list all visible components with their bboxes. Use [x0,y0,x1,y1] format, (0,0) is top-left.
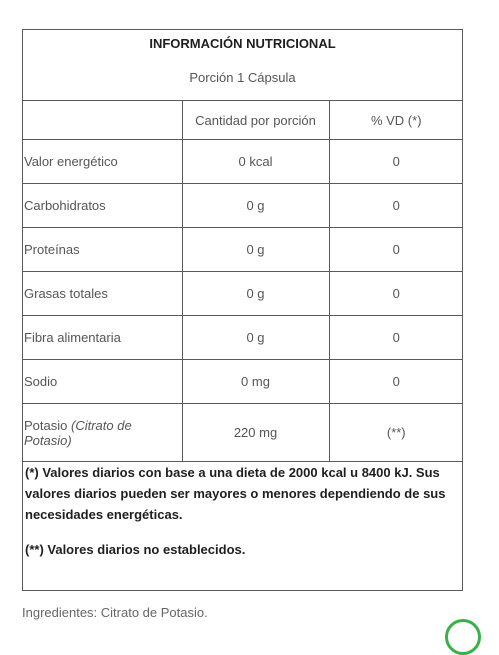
nutrient-vd: 0 [329,228,463,272]
table-row [22,404,463,462]
nutrient-amount: 0 g [182,184,329,228]
nutrient-vd: 0 [329,316,463,360]
footnote-daily-values: (*) Valores diarios con base a una dieta de 2000 kcal u 8400 kJ. Sus valores diarios pueden ser mayores o menores dependiendo de sus necesidades energéticas. [25,465,446,522]
header-nutrient [22,101,182,140]
table-row [22,140,463,184]
nutrition-table [22,100,463,462]
nutrient-amount: 0 g [182,228,329,272]
nutrition-facts-panel [22,29,463,591]
nutrient-amount: 0 g [182,272,329,316]
nutrient-vd: 0 [329,360,463,404]
nutrient-amount: 0 kcal [182,140,329,184]
nutrient-name: Valor energético [22,140,182,184]
nutrient-vd: 0 [329,140,463,184]
nutrient-name: Proteínas [22,228,182,272]
nutrient-vd: 0 [329,184,463,228]
nutrient-name-cell [22,404,182,462]
portion-label: Porción 1 Cápsula [189,70,296,85]
table-row [22,316,463,360]
green-circle-icon [445,619,481,655]
table-row [22,272,463,316]
nutrient-name: Potasio [24,417,68,433]
nutrient-vd: 0 [329,272,463,316]
table-row [22,184,463,228]
table-row [22,228,463,272]
nutrient-name-note: (Citrato de Potasio) [24,417,132,448]
footnote-not-established: (**) Valores diarios no establecidos. [25,542,246,557]
nutrient-amount: 0 mg [182,360,329,404]
table-header-row [22,101,463,140]
header-daily-value: % VD (*) [329,101,463,140]
footnotes [25,462,461,560]
panel-title: INFORMACIÓN NUTRICIONAL [149,36,336,51]
ingredients-text: Ingredientes: Citrato de Potasio. [22,605,208,620]
nutrient-name: Fibra alimentaria [22,316,182,360]
nutrient-amount: 0 g [182,316,329,360]
table-row [22,360,463,404]
nutrient-name: Carbohidratos [22,184,182,228]
header-amount: Cantidad por porción [182,101,329,140]
nutrient-name: Sodio [22,360,182,404]
nutrient-amount: 220 mg [182,404,329,462]
nutrient-name: Grasas totales [22,272,182,316]
nutrient-vd: (**) [329,404,463,462]
